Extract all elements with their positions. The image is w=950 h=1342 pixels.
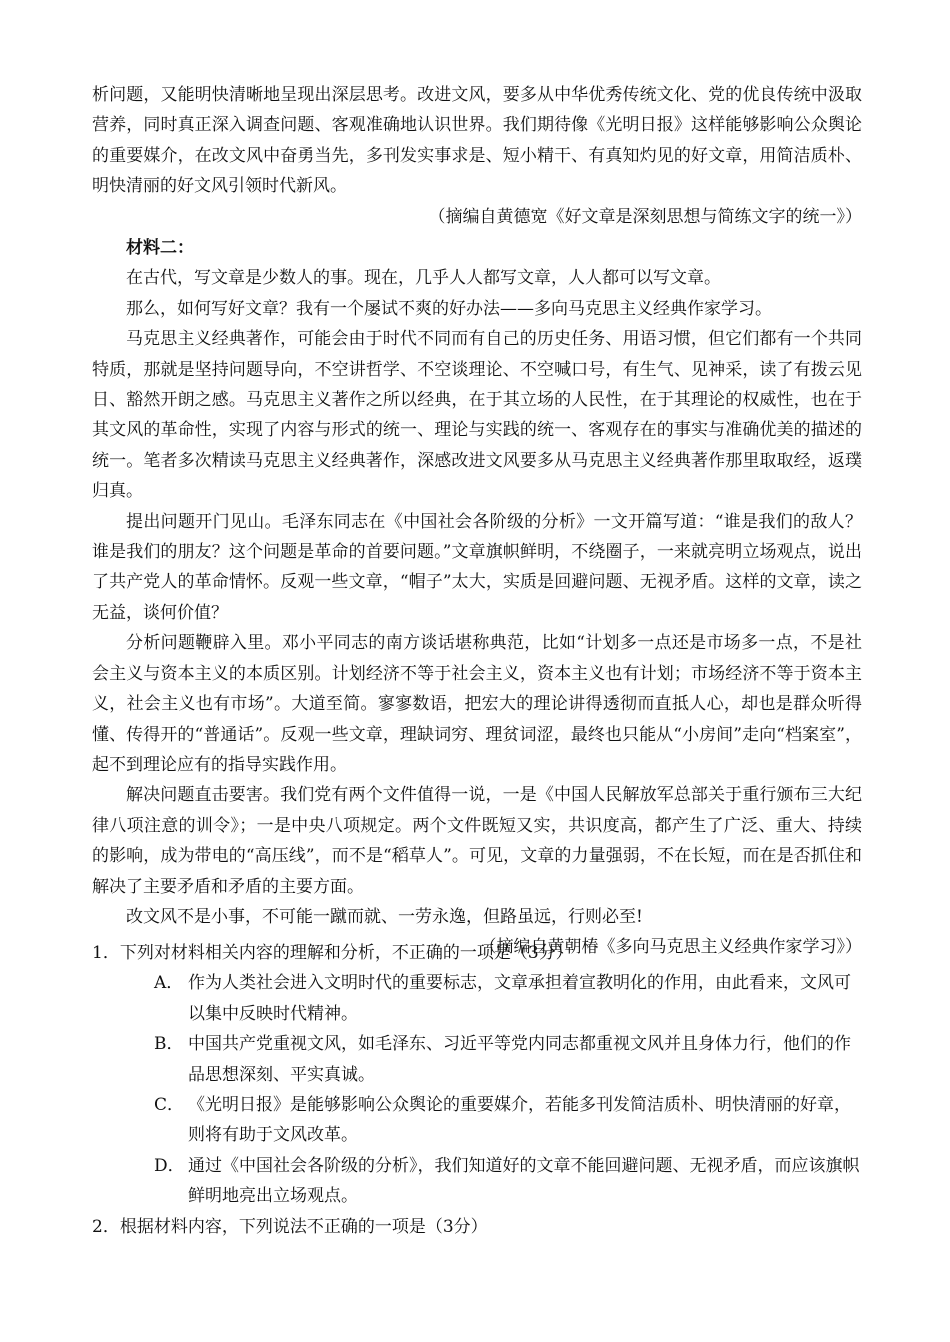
option-label: D．	[154, 1155, 185, 1176]
material-one-paragraph: 析问题，又能明快清晰地呈现出深层思考。改进文风，要多从中华优秀传统文化、党的优良传统中汲取营养，同时真正深入调查问题、客观准确地认识世界。我们期待像《光明日报》这样能够影响公众舆论的重要媒介，在改文风中奋勇当先，多刊发实事求是、短小精干、有真知灼见的好文章，用简洁质朴、明快清丽的好文风引领时代新风。	[92, 85, 862, 197]
option-text: 通过《中国社会各阶级的分析》，我们知道好的文章不能回避问题、无视矛盾，而应该旗帜鲜明地亮出立场观点。	[188, 1155, 860, 1207]
option-b	[118, 1029, 862, 1090]
option-a	[118, 968, 862, 1029]
option-text: 作为人类社会进入文明时代的重要标志，文章承担着宣教明化的作用，由此看来，文风可以集中反映时代精神。	[188, 973, 851, 1024]
material-two-source: （摘编自黄朝椿《多向马克思主义经典作家学习》）	[479, 937, 862, 958]
option-label: C．	[154, 1095, 185, 1116]
material-two-paragraph: 马克思主义经典著作，可能会由于时代不同而有自己的历史任务、用语习惯，但它们都有一个共同特质，那就是坚持问题导向，不空讲哲学、不空谈理论、不空喊口号，有生气、见神采，读了有拨云见日、豁然开朗之感。马克思主义著作之所以经典，在于其立场的人民性，在于其理论的权威性，也在于其文风的革命性，实现了内容与形式的统一、理论与实践的统一、客观存在的事实与准确优美的描述的统一。笔者多次精读马克思主义经典著作，深感改进文风要多从马克思主义经典著作那里取取经，返璞归真。	[92, 329, 862, 502]
material-two	[92, 233, 862, 963]
option-text: 中国共产党重视文风，如毛泽东、习近平等党内同志都重视文风并且身体力行，他们的作品思想深刻、平实真诚。	[188, 1034, 851, 1085]
material-two-paragraph: 那么，如何写好文章？我有一个屡试不爽的好办法——多向马克思主义经典作家学习。	[126, 298, 772, 319]
material-two-paragraph: 改文风不是小事，不可能一蹴而就、一劳永逸，但路虽远，行则必至!	[126, 906, 643, 927]
question-one	[92, 938, 862, 1242]
option-label: A．	[154, 973, 184, 994]
material-two-paragraph: 解决问题直击要害。我们党有两个文件值得一说，一是《中国人民解放军总部关于重行颁布三大纪律八项注意的训令》；一是中央八项规定。两个文件既短又实，共识度高，都产生了广泛、重大、持续的影响，成为带电的“高压线”，而不是“稻草人”。可见，文章的力量强弱，不在长短，而在是否抓住和解决了主要矛盾和矛盾的主要方面。	[92, 785, 862, 897]
material-two-paragraph: 在古代，写文章是少数人的事。现在，几乎人人都写文章，人人都可以写文章。	[126, 268, 721, 289]
material-two-heading: 材料二：	[126, 238, 194, 258]
material-one-tail	[92, 80, 862, 232]
option-d	[118, 1151, 862, 1212]
option-label: B．	[154, 1034, 184, 1055]
material-two-paragraph: 分析问题鞭辟入里。邓小平同志的南方谈话堪称典范，比如“计划多一点还是市场多一点，不是社会主义与资本主义的本质区别。计划经济不等于社会主义，资本主义也有计划；市场经济不等于资本主义，社会主义也有市场”。大道至简。寥寥数语，把宏大的理论讲得透彻而直抵人心，却也是群众听得懂、传得开的“普通话”。反观一些文章，理缺词穷、理贫词涩，最终也只能从“小房间”走向“档案室”，起不到理论应有的指导实践作用。	[92, 633, 862, 775]
option-text: 《光明日报》是能够影响公众舆论的重要媒介，若能多刊发简洁质朴、明快清丽的好章，则将有助于文风改革。	[188, 1095, 851, 1146]
question-one-stem: 1．下列对材料相关内容的理解和分析，不正确的一项是（3分）	[92, 943, 573, 963]
material-one-source: （摘编自黄德宽《好文章是深刻思想与简练文字的统一》）	[428, 206, 862, 227]
question-two-stem: 2．根据材料内容，下列说法不正确的一项是（3分）	[92, 1216, 488, 1237]
option-c	[118, 1090, 862, 1151]
material-two-paragraph: 提出问题开门见山。毛泽东同志在《中国社会各阶级的分析》一文开篇写道：“谁是我们的敌人？谁是我们的朋友？这个问题是革命的首要问题。”文章旗帜鲜明，不绕圈子，一来就亮明立场观点，说出了共产党人的革命情怀。反观一些文章，“帽子”太大，实质是回避问题、无视矛盾。这样的文章，读之无益，谈何价值？	[92, 511, 862, 623]
